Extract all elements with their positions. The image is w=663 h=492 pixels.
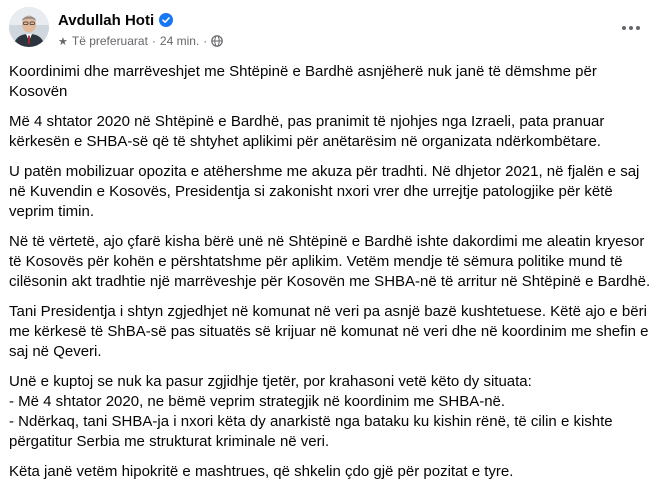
verified-badge-icon [159, 13, 173, 27]
comparison-item: - Më 4 shtator 2020, ne bëmë veprim strategjik në koordinim me SHBA-në. [9, 393, 506, 410]
author-avatar[interactable] [9, 7, 49, 47]
author-line [58, 10, 173, 30]
meta-separator: · [203, 34, 208, 48]
author-name[interactable]: Avdullah Hoti [58, 11, 155, 29]
avatar-photo-icon [9, 7, 49, 47]
post-paragraph: Koordinimi dhe marrëveshjet me Shtëpinë e Bardhë asnjëherë nuk janë të dëmshme për Kosovën [9, 63, 597, 100]
post-paragraph: Tani Presidentja i shtyn zgjedhjet në komunat në veri pa asnjë bazë kushtetuese. Këtë ajo e bëri me kërkesë të ShBA-së pas situatës së krijuar në komunat në veri dhe në koordinim me shefin e saj në Qeveri. [9, 303, 649, 360]
post-header [0, 0, 663, 62]
post-timestamp[interactable]: 24 min. [159, 34, 200, 48]
post-paragraph: U patën mobilizuar opozita e atëhershme me akuza për tradhti. Në dhjetor 2021, në fjalën e saj në Kuvendin e Kosovës, Presidentja si zakonisht nxori vrer dhe urrejtje patologjike për këtë veprim timin. [9, 163, 640, 220]
globe-icon[interactable] [211, 35, 223, 47]
comparison-intro: Unë e kuptoj se nuk ka pasur zgjidhje tjetër, por krahasoni vetë këto dy situata: [9, 373, 532, 390]
more-options-icon[interactable] [616, 16, 646, 40]
comparison-item: - Ndërkaq, tani SHBA-ja i nxori këta dy anarkistë nga bataku ku kishin rënë, të cilin e kishte përgatitur Serbia me strukturat kriminale në veri. [9, 413, 613, 450]
star-icon: ★ [58, 35, 68, 48]
audience-label[interactable]: Të preferuarat [71, 34, 148, 48]
post-paragraph: Më 4 shtator 2020 në Shtëpinë e Bardhë, pas pranimit të njohjes nga Izraeli, pata pranuar kërkesën e SHBA-së që të shtyhet aplikimi për anëtarësim në organizata ndërkombëtare. [9, 113, 605, 150]
post-paragraph: Në të vërtetë, ajo çfarë kisha bërë unë në Shtëpinë e Bardhë ishte dakordimi me aleatin kryesor të Kosovës për kohën e përshtatshme për aplikim. Vetëm mendje të sëmura politike mund të cilësonin akt tradhtie një marrëveshje për Kosovën me SHBA-në të arritur në Shtëpinë e Bardhë. [9, 233, 651, 290]
meta-separator: · [151, 34, 156, 48]
closing-paragraph: Këta janë vetëm hipokritë e mashtrues, që shkelin çdo gjë për pozitat e tyre. [9, 463, 514, 480]
post-meta [58, 33, 223, 49]
post-body [9, 62, 659, 492]
